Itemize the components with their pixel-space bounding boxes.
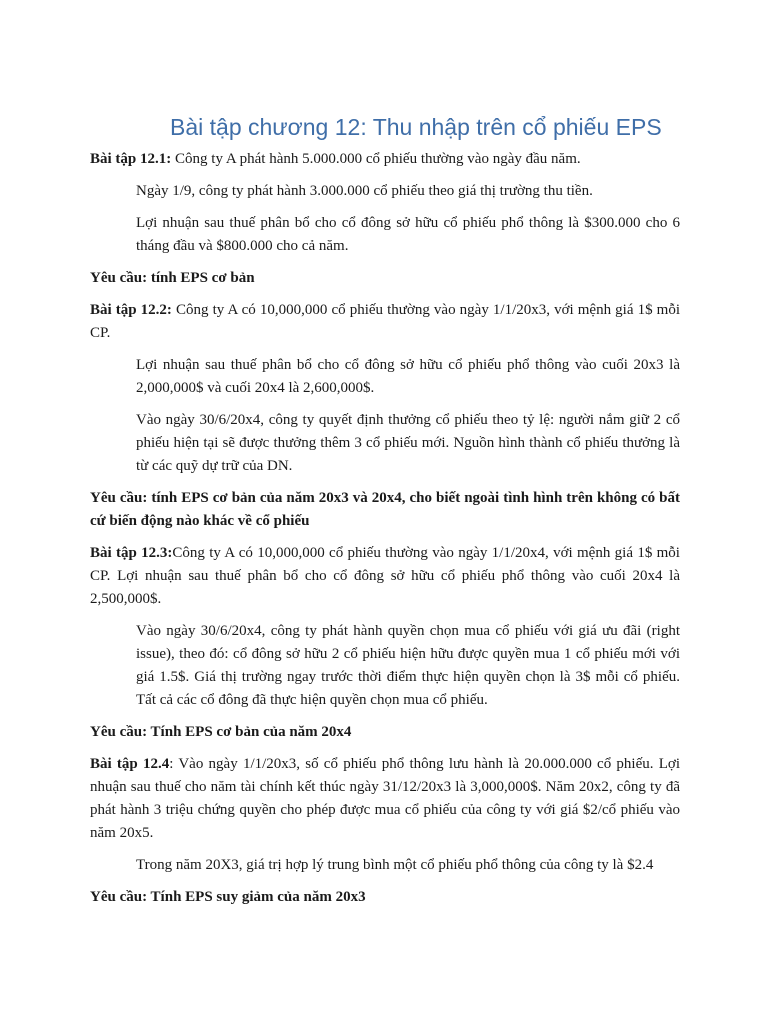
exercise-12-1-paragraph-2: Lợi nhuận sau thuế phân bổ cho cổ đông sở hữu cổ phiếu phổ thông là $300.000 cho 6 tháng đầu và $800.000 cho cả năm. [136,215,680,254]
exercise-12-1-paragraph-1: Ngày 1/9, công ty phát hành 3.000.000 cổ phiếu theo giá thị trường thu tiền. [136,183,593,199]
requirement-text: Yêu cầu: tính EPS cơ bản [90,270,255,286]
exercise-12-4-intro [90,753,680,845]
exercise-12-3-paragraph-1: Vào ngày 30/6/20x4, công ty phát hành quyền chọn mua cổ phiếu với giá ưu đãi (right issue), theo đó: cổ đông sở hữu 2 cổ phiếu hiện hữu được quyền mua 1 cổ phiếu mới với giá 1.5$. Giá thị trường ngay trước thời điểm thực hiện quyền chọn là 3$ mỗi cổ phiếu. Tất cả các cổ đông đã thực hiện quyền chọn mua cổ phiếu. [136,623,680,708]
exercise-12-2-paragraph-1: Lợi nhuận sau thuế phân bổ cho cổ đông sở hữu cổ phiếu phổ thông vào cuối 20x3 là 2,000,000$ và cuối 20x4 là 2,600,000$. [136,357,680,396]
exercise-12-2-intro [90,299,680,345]
exercise-12-1-requirement [90,267,680,290]
exercise-label: Bài tập 12.3: [90,545,173,561]
exercise-12-2-paragraph-2: Vào ngày 30/6/20x4, công ty quyết định thưởng cổ phiếu theo tỷ lệ: người nắm giữ 2 cổ phiếu hiện tại sẽ được thưởng thêm 3 cổ phiếu mới. Nguồn hình thành cổ phiếu thưởng là từ các quỹ dự trữ của DN. [136,412,680,474]
exercise-12-3-intro [90,542,680,611]
exercise-12-3-requirement [90,721,680,744]
page-title: Bài tập chương 12: Thu nhập trên cổ phiếu EPS [170,114,662,140]
requirement-text: Yêu cầu: Tính EPS suy giảm của năm 20x3 [90,889,366,905]
exercise-12-4-requirement [90,886,680,909]
exercise-text: Công ty A có 10,000,000 cổ phiếu thường vào ngày 1/1/20x3, với mệnh giá 1$ mỗi CP. [90,302,680,341]
requirement-text: Yêu cầu: Tính EPS cơ bản của năm 20x4 [90,724,352,740]
exercise-label: Bài tập 12.2: [90,302,172,318]
exercise-label: Bài tập 12.1: [90,151,172,167]
exercise-12-4-paragraph-1: Trong năm 20X3, giá trị hợp lý trung bình một cổ phiếu phổ thông của công ty là $2.4 [136,857,654,873]
exercise-text: Công ty A có 10,000,000 cổ phiếu thường vào ngày 1/1/20x4, với mệnh giá 1$ mỗi CP. Lợi nhuận sau thuế phân bổ cho cổ đông sở hữu cổ phiếu phổ thông vào cuối 20x4 là 2,500,000$. [90,545,680,607]
exercise-12-1-intro [90,148,680,171]
exercise-12-2-requirement [90,487,680,533]
exercise-text: : Vào ngày 1/1/20x3, số cổ phiếu phổ thông lưu hành là 20.000.000 cổ phiếu. Lợi nhuận sau thuế cho năm tài chính kết thúc ngày 31/12/20x3 là 3,000,000$. Năm 20x2, công ty đã phát hành 3 triệu chứng quyền cho phép được mua cổ phiếu của công ty với giá $2/cổ phiếu vào năm 20x5. [90,756,680,841]
requirement-text: Yêu cầu: tính EPS cơ bản của năm 20x3 và 20x4, cho biết ngoài tình hình trên không có bất cứ biến động nào khác về cổ phiếu [90,490,680,529]
exercise-label: Bài tập 12.4 [90,756,170,772]
document-body [90,148,680,918]
exercise-text: Công ty A phát hành 5.000.000 cổ phiếu thường vào ngày đầu năm. [171,151,581,167]
